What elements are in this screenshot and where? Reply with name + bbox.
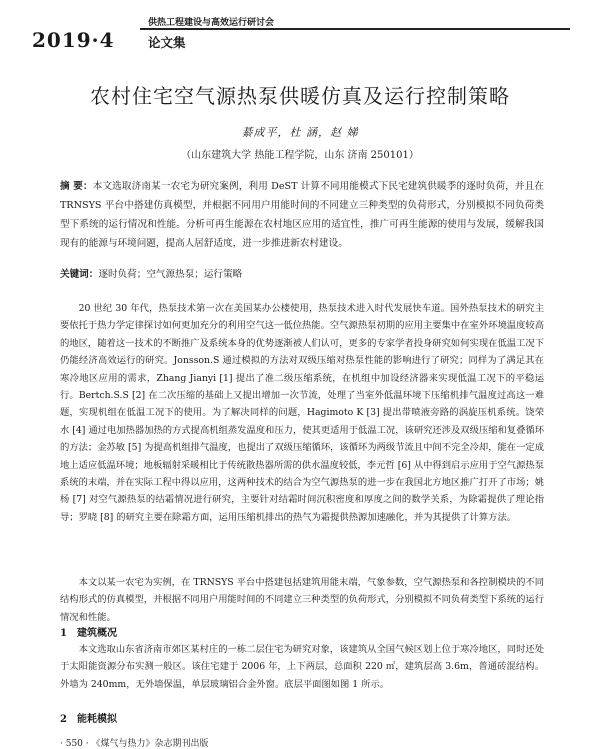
year-issue: 2019·4 bbox=[32, 28, 115, 52]
authors: 綦成平，杜 涵，赵 娣 bbox=[241, 126, 359, 139]
keywords-label: 关键词： bbox=[60, 269, 99, 280]
journal-name: 供热工程建设与高效运行研讨会 bbox=[148, 18, 275, 28]
abstract-label: 摘 要： bbox=[60, 181, 93, 192]
section-heading-1: 1 建筑概况 bbox=[60, 628, 117, 639]
abstract-text: 本文选取济南某一农宅为研究案例，利用 DeST 计算不同用能模式下民宅建筑供暖季的逐时负荷，并且在 TRNSYS 平台中搭建仿真模型，并根据不同用户用能时间的不同建立三种类型的负荷形式，分别模拟不同负荷类型下系统的运行情况和性能。分析可再生能源在农村地区应用的适宜性，推广可再生能源的使用与发展，缓解我国现有的能源与环境问题，提高人居舒适度，进一步推进新农村建设。 bbox=[60, 181, 544, 249]
study-paragraph: 本文以某一农宅为实例，在 TRNSYS 平台中搭建包括建筑用能末端，气象参数，空气源热泵和各控制模块的不同结构形式的仿真模型，并根据不同用户用能时间的不同建立三种类型的负荷形式，分别模拟不同负荷类型下系统的运行情况和性能。 bbox=[60, 577, 544, 623]
page-footer: · 550 · 《煤气与热力》杂志期刊出版 bbox=[60, 739, 209, 749]
building-paragraph: 本文选取山东省济南市郊区某村庄的一栋二层住宅为研究对象，该建筑从全国气候区划上位于寒冷地区，同时还处于太阳能资源分布实测一般区。该住宅建于 2006 年，上下两层，总面积 220 ㎡，建筑层高 3.6m，普通砖混结构。外墙为 240mm，无外墙保温，单层玻璃铝合金外窗。底层平面图如图 1 所示。 bbox=[60, 644, 544, 690]
abstract bbox=[60, 177, 544, 253]
keywords-text: 逐时负荷；空气源热泵；运行策略 bbox=[98, 269, 243, 280]
intro-paragraph: 20 世纪 30 年代，热泵技术第一次在美国某办公楼使用，热泵技术进入时代发展快车道。国外热泵技术的研究主要依托于热力学定律探讨如何更加充分的利用空气这一低位热能。空气源热泵初期的应用主要集中在室外环境温度较高的地区，随着这一技术的不断推广及系统本身的优势逐渐被人们认可，更多的专家学者投身研究如何实现在低温工况下仍能经济高效运行的研究。Jonsson.S 通过模拟的方法对双级压缩对热泵性能的影响进行了研究；同样为了满足其在寒冷地区应用的需求，Zhang Jianyi [1] 提出了准二级压缩系统，在机组中加设经济器来实现低温工况下的平稳运行。Bertch.S.S [2] 在二次压缩的基础上又提出增加一次节流，处理了当室外低温环境下压缩机排气温度过高这一难题，实现机组在低温工况下的使用。为了解决同样的问题，Hagimoto K [3] 提出带喷液旁路的涡旋压机系统。饶荣水 [4] 通过电加热器加热的方式提高机组蒸发温度和压力，使其更适用于低温工况，该研究还涉及双级压缩和复叠循环的方法；金苏敏 [5] 为提高机组排气温度，也提出了双级压缩循环，该循环为两级节流且中间不完全冷却，能在一定成地上适应低温环境；地板辐射采暖相比于传统散热器所需的供水温度较低，李元哲 [6] 从中得到启示应用于空气源热泵系统的末端，并在实际工程中得以应用，这两种技术的结合为空气源热泵的进一步在我国北方地区推广打开了市场；姚杨 [7] 对空气源热泵的结霜情况进行研究，主要针对结霜时间沉积密度和厚度之间的数学关系，为除霜提供了理论指导；罗晓 [8] 的研究主要在除霜方面，运用压缩机排出的热气为霜提供热源加速融化，并为其提供了计算方法。 bbox=[60, 303, 544, 523]
affiliation: （山东建筑大学 热能工程学院，山东 济南 250101） bbox=[181, 150, 419, 161]
paper-title: 农村住宅空气源热泵供暖仿真及运行控制策略 bbox=[90, 84, 510, 108]
keywords bbox=[60, 266, 544, 280]
section-label: 论文集 bbox=[148, 35, 186, 50]
header-rule bbox=[140, 28, 570, 30]
section-heading-2: 2 能耗模拟 bbox=[60, 714, 117, 725]
